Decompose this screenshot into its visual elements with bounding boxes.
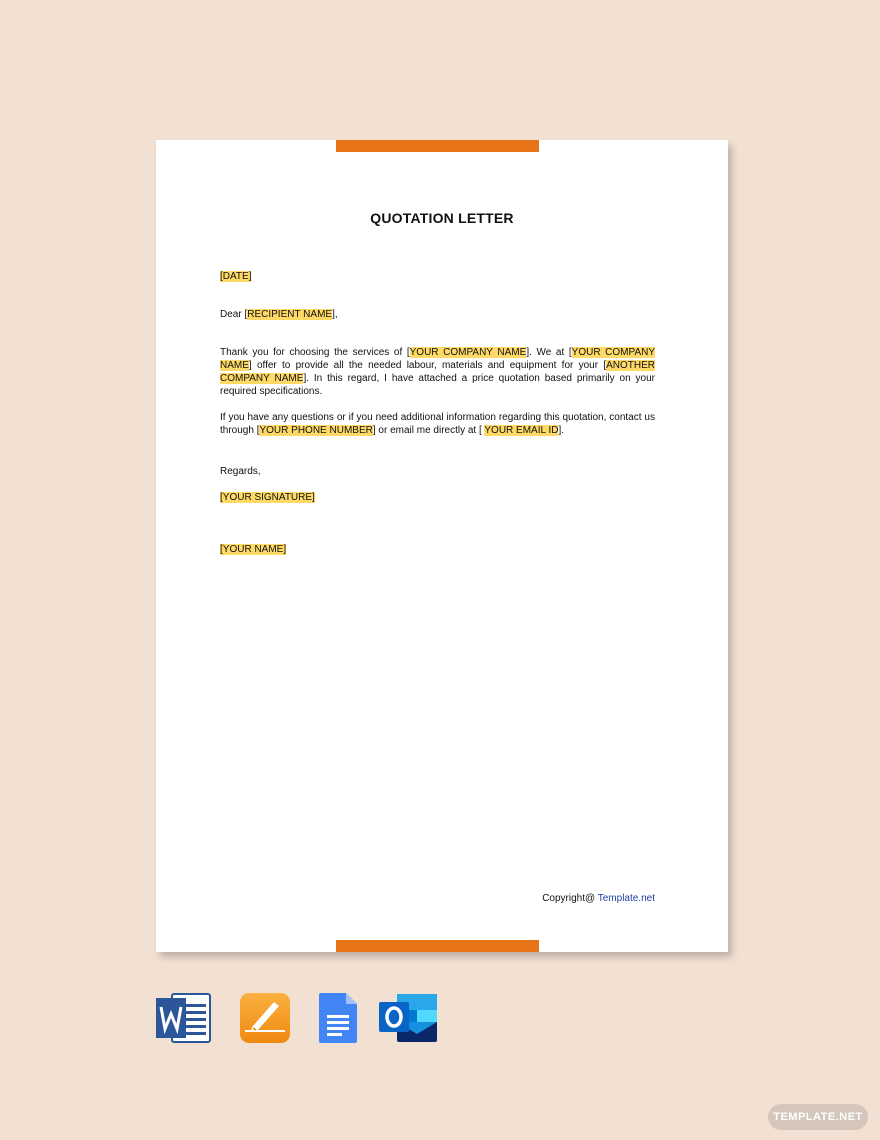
name-placeholder: [YOUR NAME] [220, 544, 287, 555]
salutation [220, 308, 655, 321]
another-company-placeholder: ANOTHER COMPANY NAME [220, 360, 655, 384]
template-net-watermark: TEMPLATE.NET [768, 1104, 868, 1130]
paragraph-text: ]. In this regard, I have attached a price quotation based primarily on your required specifications. [220, 373, 656, 397]
recipient-placeholder: RECIPIENT NAME [247, 309, 333, 320]
bottom-accent-bar [336, 940, 539, 952]
copyright-prefix: Copyright@ [542, 893, 598, 904]
paragraph-text: ] or email me directly at [ [372, 425, 485, 436]
closing: Regards, [220, 466, 261, 477]
outlook-icon[interactable] [379, 992, 439, 1049]
name-line [220, 543, 655, 556]
paragraph-contact [220, 411, 655, 437]
paragraph-text: ] offer to provide all the needed labour, materials and equipment for your [ [248, 360, 607, 371]
date-placeholder: [DATE] [220, 271, 252, 282]
phone-placeholder: YOUR PHONE NUMBER [259, 425, 373, 436]
signature-placeholder: [YOUR SIGNATURE] [220, 492, 315, 503]
company-name-placeholder: YOUR COMPANY NAME [409, 347, 527, 358]
google-docs-icon[interactable] [318, 992, 358, 1049]
paragraph-text: ]. [558, 425, 565, 436]
paragraph-text: ]. We at [ [526, 347, 572, 358]
template-link[interactable]: Template.net [597, 893, 655, 904]
signature-line [220, 491, 655, 504]
pages-icon[interactable] [239, 992, 291, 1049]
paragraph-intro [220, 346, 655, 398]
document-title: QUOTATION LETTER [370, 210, 514, 226]
salutation-suffix: ], [332, 309, 338, 320]
email-placeholder: YOUR EMAIL ID [484, 425, 559, 436]
top-accent-bar [336, 140, 539, 152]
paragraph-text: Thank you for choosing the services of [ [220, 347, 410, 358]
word-icon[interactable] [156, 992, 212, 1049]
copyright [542, 893, 655, 904]
company-name-placeholder: YOUR COMPANY NAME [220, 347, 656, 371]
date-line [220, 270, 655, 283]
salutation-prefix: Dear [ [220, 309, 248, 320]
paragraph-text: If you have any questions or if you need additional information regarding this quotation, contact us through [ [220, 412, 655, 436]
document-page [156, 140, 728, 952]
